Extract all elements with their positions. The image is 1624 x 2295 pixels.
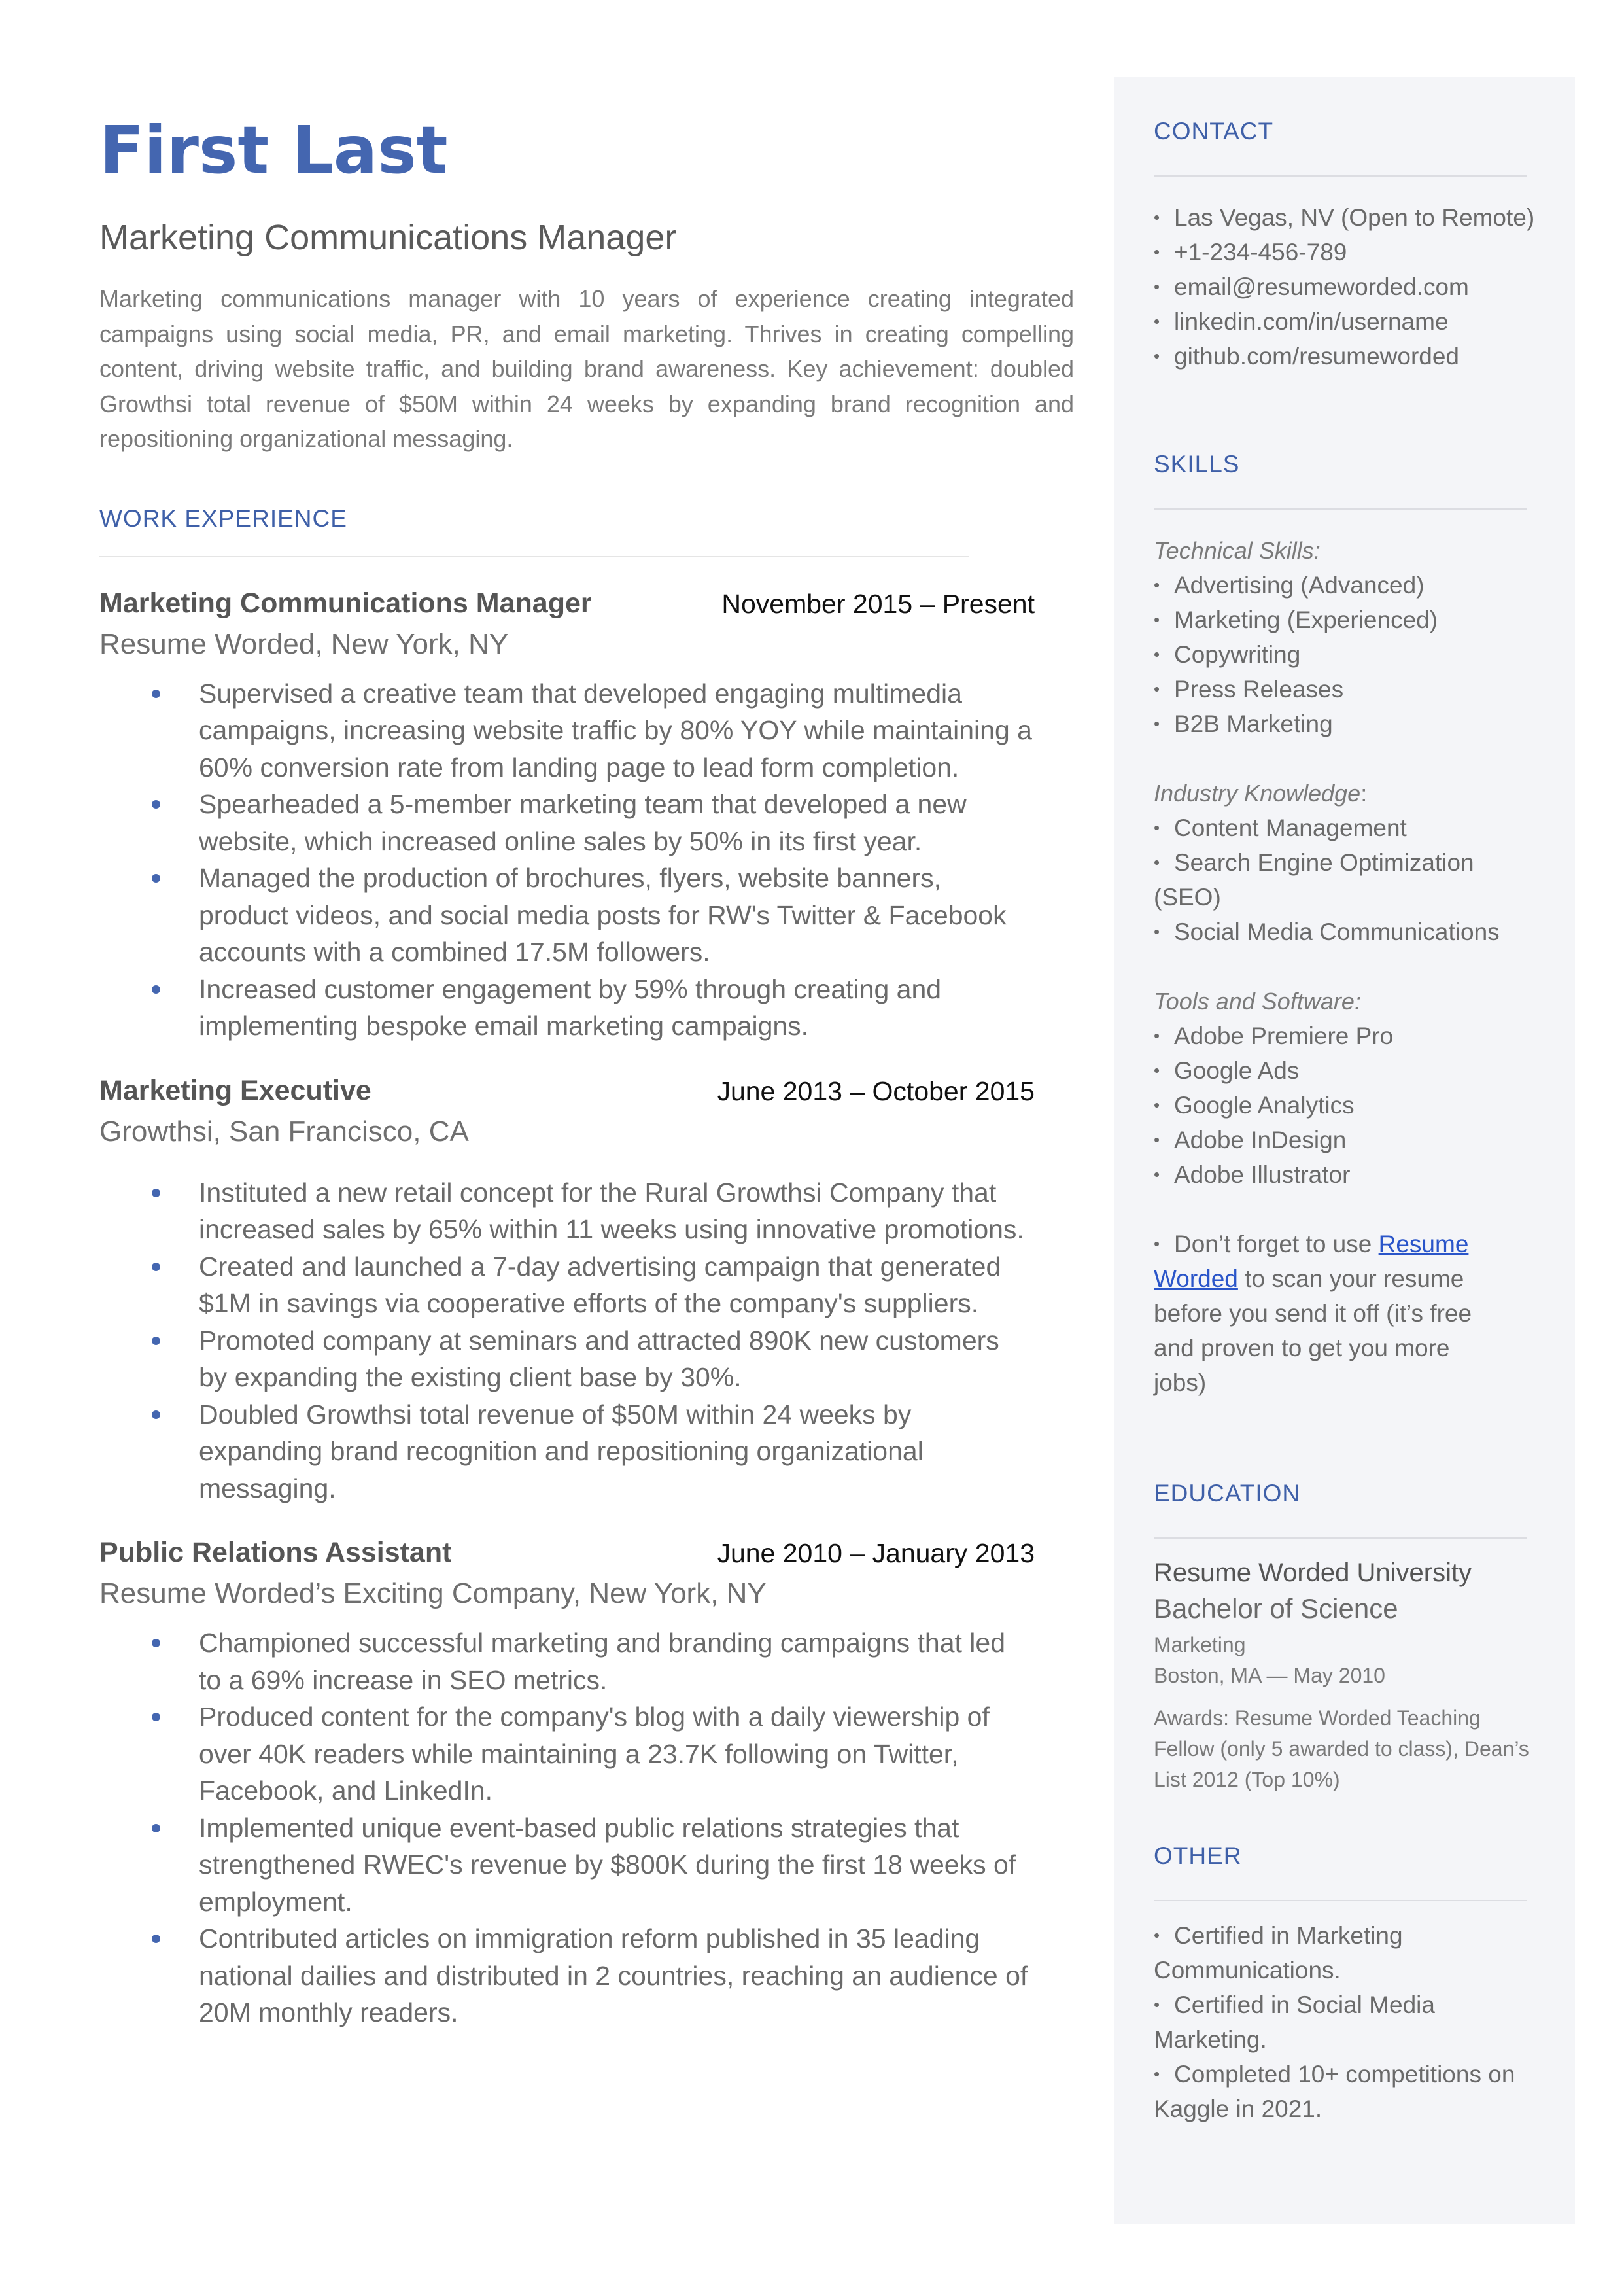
job-entry bbox=[99, 1075, 1035, 1507]
job-dates: June 2010 – January 2013 bbox=[717, 1538, 1035, 1568]
section-divider bbox=[1154, 1900, 1527, 1901]
skill-item: • Content Management bbox=[1154, 815, 1407, 841]
contact-github[interactable]: • github.com/resumeworded bbox=[1154, 343, 1459, 370]
skill-item: • Advertising (Advanced) bbox=[1154, 572, 1425, 599]
bullet-dot-icon bbox=[152, 1189, 160, 1197]
work-experience-heading: WORK EXPERIENCE bbox=[99, 504, 347, 532]
bullet-item bbox=[99, 1810, 1035, 1921]
job-entry bbox=[99, 1537, 1035, 2031]
job-entry bbox=[99, 587, 1035, 1045]
bullet-dot-icon bbox=[152, 1263, 160, 1271]
bullet-text: Managed the production of brochures, flyers, website banners, product videos, and social media posts for RW's Twitter & Facebook accounts with a combined 17.5M followers. bbox=[199, 863, 1007, 967]
bullet-text: Implemented unique event-based public relations strategies that strengthened RWEC's revenue by $800K during the first 18 weeks of employment. bbox=[199, 1812, 1016, 1917]
section-divider bbox=[1154, 508, 1527, 510]
bullet-item bbox=[99, 1174, 1035, 1248]
job-role: Public Relations Assistant bbox=[99, 1537, 452, 1568]
skill-item: • Adobe Premiere Pro bbox=[1154, 1023, 1394, 1049]
skill-item: • B2B Marketing bbox=[1154, 710, 1333, 737]
other-list bbox=[1154, 1918, 1527, 2126]
tools-software-label: Tools and Software: bbox=[1154, 988, 1361, 1015]
bullet-text: Championed successful marketing and branding campaigns that led to a 69% increase in SEO metrics. bbox=[199, 1628, 1006, 1695]
bullet-text: Created and launched a 7-day advertising campaign that generated $1M in savings via cooperative efforts of the company's suppliers. bbox=[199, 1251, 1001, 1318]
contact-email[interactable]: • email@resumeworded.com bbox=[1154, 273, 1469, 300]
bullet-dot-icon bbox=[152, 1824, 160, 1832]
education-heading: EDUCATION bbox=[1154, 1480, 1301, 1507]
bullet-dot-icon bbox=[152, 985, 160, 994]
candidate-title: Marketing Communications Manager bbox=[99, 218, 677, 257]
education-school: Resume Worded University bbox=[1154, 1558, 1472, 1587]
bullet-text: Promoted company at seminars and attracted 890K new customers by expanding the existing client base by 30%. bbox=[199, 1325, 999, 1392]
bullet-item bbox=[99, 1396, 1035, 1507]
bullet-text: Supervised a creative team that developed engaging multimedia campaigns, increasing website traffic by 80% YOY while maintaining a 60% conversion rate from landing page to lead form completion. bbox=[199, 678, 1032, 782]
skill-item: • Adobe Illustrator bbox=[1154, 1161, 1351, 1188]
bullet-text: Increased customer engagement by 59% through creating and implementing bespoke email marketing campaigns. bbox=[199, 973, 942, 1041]
skill-item: • Copywriting bbox=[1154, 641, 1301, 668]
bullet-item bbox=[99, 971, 1035, 1045]
other-item: • Completed 10+ competitions on Kaggle in 2021. bbox=[1154, 2061, 1515, 2122]
contact-location: • Las Vegas, NV (Open to Remote) bbox=[1154, 204, 1535, 231]
skill-item: • Adobe InDesign bbox=[1154, 1127, 1347, 1153]
bullet-dot-icon bbox=[152, 1639, 160, 1647]
bullet-text: Doubled Growthsi total revenue of $50M within 24 weeks by expanding brand recognition and repositioning organizational messaging. bbox=[199, 1399, 924, 1503]
bullet-item bbox=[99, 786, 1035, 860]
bullet-text: Spearheaded a 5-member marketing team that developed a new website, which increased online sales by 50% in its first year. bbox=[199, 789, 967, 856]
job-bullets bbox=[99, 1624, 1035, 2031]
other-item: • Certified in Marketing Communications. bbox=[1154, 1922, 1403, 1984]
main-column bbox=[99, 111, 1074, 2031]
education-field: Marketing bbox=[1154, 1633, 1246, 1656]
skill-item: • Marketing (Experienced) bbox=[1154, 606, 1438, 633]
contact-heading: CONTACT bbox=[1154, 118, 1274, 145]
bullet-item bbox=[99, 1920, 1035, 2031]
education-location-date: Boston, MA — May 2010 bbox=[1154, 1664, 1385, 1687]
job-bullets bbox=[99, 1174, 1035, 1507]
contact-phone: • +1-234-456-789 bbox=[1154, 239, 1347, 266]
job-role: Marketing Executive bbox=[99, 1074, 371, 1106]
bullet-dot-icon bbox=[152, 1337, 160, 1345]
job-company: Growthsi, San Francisco, CA bbox=[99, 1115, 469, 1148]
bullet-dot-icon bbox=[152, 1935, 160, 1943]
skill-item: • Social Media Communications bbox=[1154, 919, 1500, 945]
resume-worded-tip: • Don’t forget to use Resume Worded to scan your resume before you send it off (it’s free and proven to get you more jobs) bbox=[1154, 1231, 1472, 1396]
skill-item: • Google Ads bbox=[1154, 1057, 1300, 1084]
bullet-text: Contributed articles on immigration reform published in 35 leading national dailies and distributed in 2 countries, reaching an audience of 20M monthly readers. bbox=[199, 1923, 1028, 2027]
bullet-item bbox=[99, 860, 1035, 971]
summary: Marketing communications manager with 10 years of experience creating integrated campaigns using social media, PR, and email marketing. Thrives in creating compelling content, driving website traffic, and building brand awareness. Key achievement: doubled Growthsi total revenue of $50M within 24 weeks by expanding brand recognition and repositioning organizational messaging. bbox=[99, 285, 1074, 452]
job-company: Resume Worded’s Exciting Company, New York, NY bbox=[99, 1577, 767, 1609]
candidate-name: First Last bbox=[99, 112, 448, 188]
other-heading: OTHER bbox=[1154, 1842, 1242, 1869]
tools-software-list bbox=[1154, 1019, 1527, 1192]
sidebar bbox=[1114, 77, 1575, 2224]
technical-skills-list bbox=[1154, 568, 1527, 741]
bullet-text: Instituted a new retail concept for the Rural Growthsi Company that increased sales by 65% within 11 weeks using innovative promotions. bbox=[199, 1177, 1024, 1244]
job-company: Resume Worded, New York, NY bbox=[99, 627, 509, 660]
section-divider bbox=[1154, 175, 1527, 177]
industry-knowledge-list bbox=[1154, 811, 1527, 949]
bullet-dot-icon bbox=[152, 1713, 160, 1721]
resume-worded-link[interactable]: Resume Worded bbox=[1154, 1231, 1469, 1292]
bullet-item bbox=[99, 675, 1035, 786]
contact-linkedin[interactable]: • linkedin.com/in/username bbox=[1154, 308, 1449, 335]
skill-item: • Search Engine Optimization (SEO) bbox=[1154, 849, 1474, 911]
contact-list bbox=[1154, 200, 1535, 374]
industry-knowledge-label: Industry Knowledge: bbox=[1154, 780, 1368, 807]
education-degree: Bachelor of Science bbox=[1154, 1593, 1398, 1624]
other-item: • Certified in Social Media Marketing. bbox=[1154, 1991, 1435, 2053]
job-bullets bbox=[99, 675, 1035, 1045]
bullet-dot-icon bbox=[152, 1410, 160, 1419]
bullet-item bbox=[99, 1322, 1035, 1396]
job-dates: June 2013 – October 2015 bbox=[717, 1076, 1035, 1106]
section-divider bbox=[99, 556, 969, 557]
bullet-dot-icon bbox=[152, 800, 160, 809]
bullet-text: Produced content for the company's blog with a daily viewership of over 40K readers while maintaining a 23.7K following on Twitter, Facebook, and LinkedIn. bbox=[199, 1702, 990, 1806]
bullet-dot-icon bbox=[152, 874, 160, 883]
education-awards: Awards: Resume Worded Teaching Fellow (only 5 awarded to class), Dean’s List 2012 (Top 10%) bbox=[1154, 1706, 1529, 1791]
technical-skills-label: Technical Skills: bbox=[1154, 537, 1321, 564]
bullet-item bbox=[99, 1248, 1035, 1322]
job-dates: November 2015 – Present bbox=[721, 588, 1035, 619]
bullet-dot-icon bbox=[152, 690, 160, 698]
skill-item: • Press Releases bbox=[1154, 676, 1344, 703]
job-role: Marketing Communications Manager bbox=[99, 587, 592, 619]
skill-item: • Google Analytics bbox=[1154, 1092, 1355, 1119]
bullet-item bbox=[99, 1624, 1035, 1698]
bullet-item bbox=[99, 1698, 1035, 1810]
section-divider bbox=[1154, 1537, 1527, 1539]
skills-heading: SKILLS bbox=[1154, 451, 1240, 478]
